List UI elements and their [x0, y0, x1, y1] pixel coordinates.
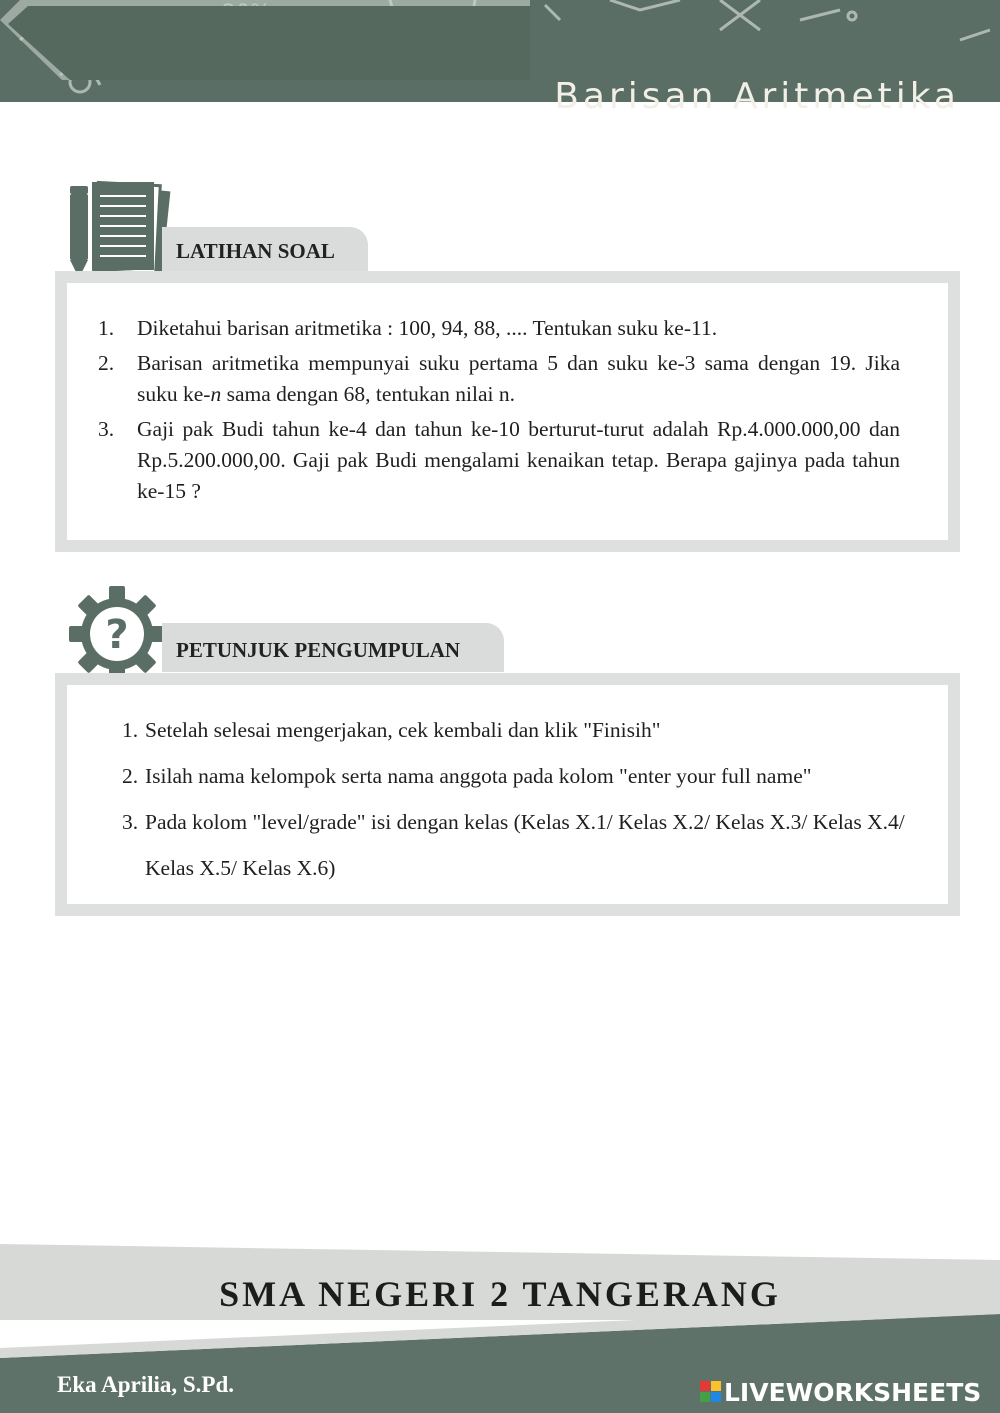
question-number: 1. [98, 316, 115, 340]
question-text: Gaji pak Budi tahun ke-4 dan tahun ke-10 berturut-turut adalah Rp.4.000.000,00 dan Rp.5.200.000,00. Gaji pak Budi mengalami kenaikan tetap. Berapa gajinya pada tahun ke-15 ? [137, 417, 900, 503]
question-item [88, 414, 900, 507]
instruction-item [118, 753, 918, 799]
question-variable: n [210, 382, 222, 406]
question-text: Diketahui barisan aritmetika : 100, 94, 88, .... Tentukan suku ke-11. [137, 316, 718, 340]
instruction-number: 2. [122, 764, 139, 788]
gear-question-icon [68, 585, 166, 683]
question-number: 3. [98, 417, 115, 441]
liveworksheets-text: LIVEWORKSHEETS [724, 1377, 982, 1407]
liveworksheets-logo-icon [700, 1381, 722, 1403]
svg-text:?: ? [105, 612, 129, 658]
page-title: Barisan Aritmetika [554, 76, 960, 117]
question-list [88, 313, 900, 511]
liveworksheets-watermark [700, 1376, 981, 1408]
tab-latihan-soal: LATIHAN SOAL [162, 227, 368, 272]
question-number: 2. [98, 351, 115, 375]
tab-petunjuk-pengumpulan: PETUNJUK PENGUMPULAN [162, 623, 504, 672]
instruction-item [118, 799, 918, 891]
question-item [88, 313, 900, 344]
instruction-number: 1. [122, 718, 139, 742]
worksheet-icon [62, 180, 172, 280]
instruction-text: Pada kolom "level/grade" isi dengan kelas (Kelas X.1/ Kelas X.2/ Kelas X.3/ Kelas X.4/ Kelas X.5/ Kelas X.6) [145, 810, 905, 880]
question-text: Barisan aritmetika mempunyai suku pertama 5 dan suku ke-3 sama dengan 19. Jika suku ke- [137, 351, 900, 406]
question-text: sama dengan 68, tentukan nilai n. [221, 382, 515, 406]
instruction-text: Isilah nama kelompok serta nama anggota pada kolom "enter your full name" [145, 764, 812, 788]
author-name: Eka Aprilia, S.Pd. [57, 1372, 235, 1397]
instruction-item [118, 707, 918, 753]
header-chalkboard [0, 0, 1000, 140]
instruction-text: Setelah selesai mengerjakan, cek kembali dan klik "Finisih" [145, 718, 661, 742]
instruction-number: 3. [122, 810, 139, 834]
question-item [88, 348, 900, 410]
title-banner [0, 0, 530, 80]
school-name: SMA NEGERI 2 TANGERANG [219, 1274, 781, 1314]
instruction-list [118, 707, 918, 891]
